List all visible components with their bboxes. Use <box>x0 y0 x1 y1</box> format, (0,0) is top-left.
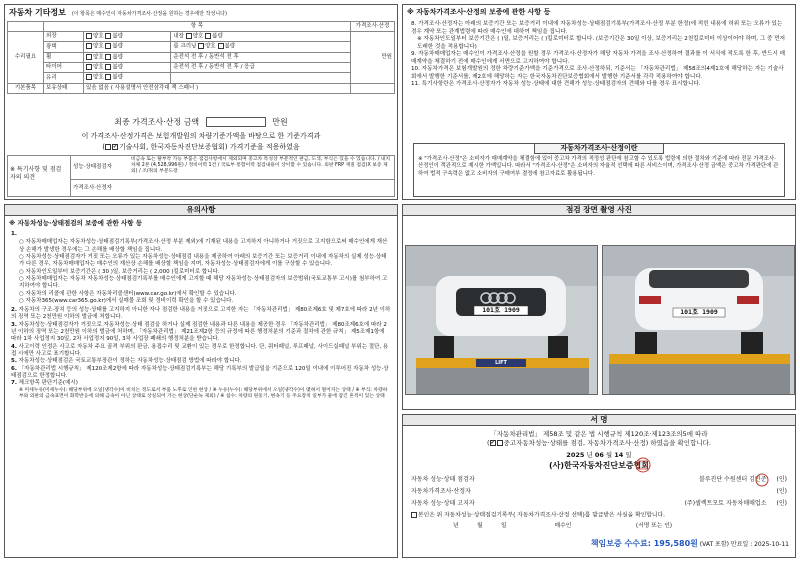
inspection-photo-front <box>405 245 598 395</box>
fee-label: 책임보증 수수료: 195,580원 <box>590 539 698 548</box>
checkbox-checked[interactable]: ✔ <box>490 440 495 446</box>
note-item: ○ 자동차의 리콜에 관한 사항은 자동차리콜센터(www.car.go.kr)에서 확인할 수 있습니다. <box>19 290 237 297</box>
org-seal-icon <box>635 457 651 473</box>
notes-list: 1. ○ 자동차매매업자는 자동차성능·상태점검기록부(가격조사·산정 부분 제외)에 기재된 내용을 고지하지 아니하거나 거짓으로 고지함으로써 매수인에게 재산상 손해가 발생한 경우에는 그 손해를 배상할 책임을 집니다. ○ 자동차성능·상태점검자가 거짓 또는 오류가 있는 자동차성능·상태점검 내용을 제공하여 아래의 보증기간 또는 보증거리 이내에 자동차의 실제 성능·상태가 다른 경우, 자동차매매업자는 매수인의 재산상 손해를 배상할 책임을 지며, 자동차성능·상태점검자에게 이를 구상할 수 있습니다. ○ 자동차인도일부터 보증기간은 ( 30 )일, 보증거리는 ( 2,000 )킬로미터로 합니다. ○ 자동차매매업자는 자동차 자동차성능·상태점검기록부를 매수인에게 고지할 때 해당 자동차성능·상태점검자의 보증범위(국토교통부 고시)를 첨부하여 고지하여야 합니다. ○ 자동차의 리콜에 관한 사항은 자동차리콜센터(www.car.go.kr)에서 확인할 수 있습니다. ○ 자동차365(www.car365.go.kr)에서 실매물 조회 및 정비이력 확인을 할 수 있습니다. 2. 자동차의 구조·장치 등의 성능·상태를 고지하지 아니한 자나 점검한 내용을 거짓으로 고지한 자는 「자동차관리법」 제80조제6호 및 제7호에 따라 2년 이하의 징역 또는 2천만원 이하의 벌금에 처합니다. 3. 자동차성능·상태점검자가 거짓으로 자동차성능·상태 점검을 하거나 실제 점검한 내용과 다른 내용을 제공한 경우 「자동차관리법」 제80조제6호에 따라 2년 이하의 징역 또는 2천만원 이하의 벌금에 처하며, 「자동차관리법」 제21조제2항 등의 규정에 따른 행정처분의 기준과 절차에 관한 규칙」 제5조제1항에 따라 1차 사업정지 30일, 2차 사업정지 90일, 3차 사업장 폐쇄의 행정처분을 받습니다. 4. 사고이력 인정은 사고로 자동차 주요 골격 부위의 판금, 용접수리 및 교환이 있는 경우로 한정합니다. 단, 쿼터패널, 루프패널, 사이드실패널 부위는 절단, 용접 시에만 사고로 표기합니다. 5. 자동차성능·상태점검은 국토교통부장관이 정하는 자동차성능·상태점검 방법에 따라야 합니다. 6. 「자동차관리법 시행규칙」 제120조제2항에 따라 자동차성능·상태점검기록부는 해당 기록부의 발급일을 기준으로 120일 이내에 이루어진 자동차 성능·상태점검으로 한정합니다. 7. 체크항목 판단기준(예시) ※ 미세누유(미세누수): 해당부위에 오일(냉각수)이 비치는 정도로서 부품 노후로 인한 현상 / ※ 누유(누수): 해당부위에서 오일(냉각수)이 맺혀서 떨어지는 상태 / ※ 부식: 차량하부와 외판의 금속표면이 화학반응에 의해 금속이 아닌 상태로 상실되어 가는 현상(단순녹 제외) / ※ 침수: 차량의 원동기, 변속기 등 주요장치 일부가 물에 잠긴 흔적이 있는 상태 <box>11 231 391 399</box>
photo-header: 점검 장면 촬영 사진 <box>403 205 795 216</box>
signature-law-2: 중고자동차성능·상태를 점검, 자동차가격조사·산정) 하였음을 확인합니다. <box>503 439 711 447</box>
note-item: 자동차성능·상태점검자가 거짓으로 자동차성능·상태 점검을 하거나 실제 점검한 내용과 다른 내용을 제공한 경우 「자동차관리법」 제80조제6호에 따라 2년 이하의 징역 또는 2천만원 이하의 벌금에 처하며, 「자동차관리법」 제21조제2항 등의 규정에 따른 행정처분의 기준과 절차에 관한 규칙」 제5조제1항에 따라 1차 사업정지 30일, 2차 사업정지 90일, 3차 사업장 폐쇄의 행정처분을 받습니다. <box>11 321 387 343</box>
price-guarantee-section <box>402 4 796 200</box>
appraiser-opinion-label: 가격조사·산정자 <box>73 185 112 191</box>
repair-tire-positions: 운전석 전 후 / 동반석 전 후 / 응급 <box>171 63 351 73</box>
other-info-section: 자동차 기타정보 (이 항목은 매수인이 자동차가격조사·산정을 원하는 경우에만 작성니다) 항 목 가격조사·산정 수리필요 외장 양호 불량 내장 양호 불량 만원 광택 양호 불량 룸 크리닝 양호 불량 휠 양호 불량 운전석 전 후 / 동반석 전 후 타이어 양호 불량 운전석 전 후 / 동반석 전 후 / 응급 유리 양호 불량 기본품목 보유상태 있음 없음 ( 사용설명서 안전삼각대 잭 스패너 ) 최종 가격조사·산정 금액 만원 이 가격조사·산정가격은 보험개발원의 차량기준가액을 바탕으로 한 기준가격과 ( ✔ 기술사회, 한국자동차진단보증협회) 가격기준을 적용하였음 ※ 특기사항 및 점검자의 의견 성능·상태점검자 비금속 또는 탈부착 가능 부품은 점검사항에서 제외되며 중고차 특성상 부분적인 판금, 도색, 부식은 있을 수 있습니다. / 내치 차체 2본 (4,528,996원) / 정비이력 1건 / 국토부 통합이력 점검내용이 상이할 수 있습니다. 외판 FRP 재질 점검(X 보증 제외) / 조/취의 부분도장 가격조사·산정자 <box>4 4 398 200</box>
note-item: 체크항목 판단기준(예시) <box>18 380 78 387</box>
checkbox[interactable] <box>105 74 111 80</box>
repair-label: 수리필요 <box>8 31 44 83</box>
price-definition-title: 자동차가격조사·산정이란 <box>534 143 664 154</box>
guarantee-item: 9. 자동차매매업자는 매수인이 가격조사·산정을 원할 경우 가격조사·산정자가 해당 자동차 가격을 조사·산정하여 결과를 이 서식에 적도록 한 후, 반드시 매매계약을 체결하기 전에 매수인에게 서면으로 고지하여야 합니다. <box>411 51 786 65</box>
guarantee-item: 10. 자동차가격은 보험개발원의 정한 차량기준가액을 기준가격으로 조사·산정하되, 기준서는 「자동차관리법」 제58조의4제1호에 해당하는 자는 기술사회에서 발행한 기준서를, 제2호에 해당하는 자는 한국자동차진단보증협회에서 발행한 기준서를 각각 적용하여야 합니다. <box>411 66 784 80</box>
plate-number-front: 101호 1909 <box>482 306 520 314</box>
basic-items-sub: 보유상태 <box>44 83 84 93</box>
inspector-opinion-text: 비금속 또는 탈부착 가능 부품은 점검사항에서 제외되며 중고차 특성상 부분적인 판금, 도색, 부식은 있을 수 있습니다. / 내치 차체 2본 (4,528,996원) / 정비이력 1건 / 국토부 통합이력 점검내용이 상이할 수 있습니다. 외판 FRP 재질 점검(X 보증 제외) / 조/취의 부분도장 <box>131 157 391 175</box>
sign-row-notifier: 자동차 성능·상태 고지자 (주)셀렉트모토 자동차매매업소 (인) <box>411 500 787 507</box>
price-unit: 만원 <box>351 31 395 83</box>
notes-subheader: ※ 자동차성능·상태점검의 보증에 관한 사항 등 <box>9 219 143 227</box>
sign-row-appraiser: 자동차가격조사·산정자 (인) <box>411 488 787 495</box>
lift-label-front: LIFT <box>495 360 507 366</box>
plate-number-rear: 101호 1909 <box>680 308 718 316</box>
checkbox[interactable] <box>497 440 503 446</box>
checkbox[interactable] <box>411 512 417 518</box>
checkbox[interactable] <box>105 43 111 49</box>
signature-law: 「자동차관리법」 제58조 및 같은 법 시행규칙 제120조·제123조의5에 따라 <box>490 430 708 438</box>
repair-item-exterior: 외장 <box>44 31 84 41</box>
criteria-options: 기술사회, 한국자동차진단보증협회) 가격기준을 적용하였음 <box>119 143 300 151</box>
sign-day: 14 <box>614 451 624 459</box>
sign-date-labels: 년 월 일 매수인 (서명 또는 인) <box>453 523 673 529</box>
price-guarantee-header: ※ 자동차가격조사·산정의 보증에 관한 사항 등 <box>407 8 551 16</box>
sign-organization: (사)한국자동차진단보증협회 <box>548 461 650 470</box>
note-item: ○ 자동차매매업자는 자동차성능·상태점검기록부(가격조사·산정 부분 제외)에 기재된 내용을 고지하지 아니하거나 거짓으로 고지함으로써 매수인에게 재산상 손해가 발생한 경우에는 그 손해를 배상할 책임을 집니다. <box>19 239 388 253</box>
signature-section: 서 명 「자동차관리법」 제58조 및 같은 법 시행규칙 제120조·제123조의5에 따라 (✔ 중고자동차성능·상태를 점검, 자동차가격조사·산정) 하였음을 확인합니다. 2025 년 06 월 14 일 (사)한국자동차진단보증협회 자동차 성능·상태 점검자 블루진단 수원센터 김민준 (인) 자동차가격조사·산정자 (인) 자동차 성능·상태 고지자 (주)셀렉트모토 자동차매매업소 (인) 본인은 위 자동차성능·상태점검기록부( 자동차가격조사·산정 선택)를 발급받은 사실을 확인합니다. 년 월 일 매수인 (서명 또는 인) 책임보증 수수료: 195,580원 (VAT 포함) 만료일 : 2025-10-11 <box>402 414 796 558</box>
checkbox[interactable] <box>86 74 92 80</box>
fee-suffix: (VAT 포함) 만료일 : 2025-10-11 <box>699 541 789 548</box>
final-price-label: 최종 가격조사·산정 금액 <box>114 117 200 127</box>
note-item: ○ 자동차인도일부터 보증기간은 ( 30 )일, 보증거리는 ( 2,000 )킬로미터로 합니다. <box>19 268 220 275</box>
repair-table: 항 목 가격조사·산정 수리필요 외장 양호 불량 내장 양호 불량 만원 광택 양호 불량 룸 크리닝 양호 불량 휠 양호 불량 운전석 전 후 / 동반석 전 후 타이어 양호 불량 운전석 전 후 / 동반석 전 후 / 응급 유리 양호 불량 기본품목 보유상태 있음 없음 ( 사용설명서 안전삼각대 잭 스패너 ) <box>7 21 395 94</box>
car-front-image <box>406 246 598 395</box>
checkbox[interactable] <box>205 33 211 39</box>
sign-year: 2025 <box>566 451 585 459</box>
sign-receive-text: 본인은 위 자동차성능·상태점검기록부( 자동차가격조사·산정 선택)를 발급받은 사실을 확인합니다. <box>418 512 665 519</box>
note-item: 「자동차관리법 시행규칙」 제120조제2항에 따라 자동차성능·상태점검기록부는 해당 기록부의 발급일을 기준으로 120일 이내에 이루어진 자동차 성능·상태점검으로 한정합니다. <box>11 365 389 379</box>
checkbox[interactable] <box>105 64 111 70</box>
price-definition-box <box>413 143 785 197</box>
checkbox[interactable] <box>105 54 111 60</box>
repair-item-gloss: 광택 <box>44 42 84 52</box>
checkbox[interactable] <box>86 43 92 49</box>
repair-wheel-positions: 운전석 전 후 / 동반석 전 후 <box>171 52 351 62</box>
checkbox-checked[interactable]: ✔ <box>113 144 118 150</box>
notes-header: 유의사항 <box>5 205 397 216</box>
inspector-opinion-label: 성능·상태점검자 <box>73 164 112 170</box>
guarantee-item: 8. 가격조사·산정자는 아래의 보증기간 또는 보증거리 이내에 자동차성능·상태점검기록부(가격조사·산정 부분 한정)에 적힌 내용에 허위 또는 오류가 있는 경우 계약 또는 관계법령에 따라 매수인에 대하여 책임을 집니다. <box>411 21 783 35</box>
price-definition-text: ※ "가격조사·산정"은 소비자가 매매계약을 체결함에 있어 중고차 가격의 적정성 판단에 참고할 수 있도록 법령에 의한 절차와 기준에 따라 전문 가격조사·산정인이 객관적으로 제시한 가액입니다. 따라서 "가격조사·산정"은 소비자의 자율적 선택에 따른 서비스이며, 가격조사·산정 금액은 중고차 가격판단에 관하여 법적 구속력은 없고 소비자의 구매여부 결정에 참고자료로 활용됩니다. <box>418 156 779 177</box>
checkbox[interactable] <box>198 43 204 49</box>
checkbox[interactable] <box>86 54 92 60</box>
criteria-examples: ※ 미세누유(미세누수): 해당부위에 오일(냉각수)이 비치는 정도로서 부품 노후로 인한 현상 / ※ 누유(누수): 해당부위에서 오일(냉각수)이 맺혀서 떨어지는 상태 / ※ 부식: 차량하부와 외판의 금속표면이 화학반응에 의해 금속이 아닌 상태로 상실되어 가는 현상(단순녹 제외) / ※ 침수: 차량의 원동기, 변속기 등 주요장치 일부가 물에 잠긴 흔적이 있는 상태 <box>19 387 388 399</box>
checkbox[interactable] <box>86 64 92 70</box>
other-info-note: (이 항목은 매수인이 자동차가격조사·산정을 원하는 경우에만 작성니다) <box>71 11 227 17</box>
checkbox[interactable] <box>105 144 111 150</box>
sign-month: 06 <box>594 451 604 459</box>
photo-section <box>402 204 796 410</box>
other-info-title: 자동차 기타정보 <box>9 8 66 17</box>
price-col-header: 가격조사·산정 <box>351 22 395 32</box>
signature-header: 서 명 <box>403 415 795 426</box>
guarantee-item: ※ 자동차인도일부터 보증기간은 ( )일, 보증거리는 ( )킬로미터로 합니다. (보증기간은 30일 이상, 보증거리는 2천킬로미터 이상이어야 하며, 그 중 먼저 도래한 것을 적용합니다) <box>417 36 785 50</box>
criteria-text: 이 가격조사·산정가격은 보험개발원의 차량기준가액을 바탕으로 한 기준가격과 <box>81 132 321 140</box>
checkbox[interactable] <box>86 33 92 39</box>
final-price-unit: 만원 <box>272 117 288 127</box>
checkbox[interactable] <box>105 33 111 39</box>
note-item: ○ 자동차365(www.car365.go.kr)에서 실매물 조회 및 정비이력 확인을 할 수 있습니다. <box>19 297 234 304</box>
guarantee-item: 11. 특기사항란은 가격조사·산정자가 자동차 성능·상태에 대한 견해가 성능·상태점검자의 견해와 다를 경우 표시합니다. <box>411 81 701 88</box>
inspection-photo-rear <box>602 245 795 395</box>
items-col-header: 항 목 <box>44 22 351 32</box>
basic-items-label: 기본품목 <box>8 83 44 93</box>
sign-row-inspector: 자동차 성능·상태 점검자 블루진단 수원센터 김민준 (인) <box>411 476 787 483</box>
special-notes-label: ※ 특기사항 및 점검자의 의견 <box>10 166 62 181</box>
repair-item-wheel: 휠 <box>44 52 84 62</box>
note-item: 자동차성능·상태점검은 국토교통부장관이 정하는 자동차성능·상태점검 방법에 따라야 합니다. <box>18 358 242 365</box>
note-item: ○ 자동차매매업자는 자동차 자동차성능·상태점검기록부를 매수인에게 고지할 때 해당 자동차성능·상태점검자의 보증범위(국토교통부 고시)를 첨부하여 고지하여야 합니다. <box>19 275 388 290</box>
basic-items-opts: 있음 없음 ( 사용설명서 안전삼각대 잭 스패너 ) <box>84 83 351 93</box>
note-item: 자동차의 구조·장치 등의 성능·상태를 고지하지 아니한 자나 점검한 내용을 거짓으로 고지한 자는 「자동차관리법」 제80조제6호 및 제7호에 따라 2년 이하의 징역 또는 2천만원 이하의 벌금에 처합니다. <box>11 307 391 321</box>
notes-section <box>4 204 398 558</box>
note-item: 사고이력 인정은 사고로 자동차 주요 골격 부위의 판금, 용접수리 및 교환이 있는 경우로 한정합니다. 단, 쿼터패널, 루프패널, 사이드실패널 부위는 절단, 용접 시에만 사고로 표기합니다. <box>11 343 389 357</box>
note-item: ○ 자동차성능·상태점검자가 거짓 또는 오류가 있는 자동차성능·상태점검 내용을 제공하여 아래의 보증기간 또는 보증거리 이내에 자동차의 실제 성능·상태가 다른 경우, 자동차매매업자는 매수인의 재산상 손해를 배상할 책임을 지며, 자동차성능·상태점검자에게 이를 구상할 수 있습니다. <box>19 253 387 268</box>
car-rear-image <box>603 246 795 395</box>
repair-item-tire: 타이어 <box>44 63 84 73</box>
final-price-input[interactable] <box>206 117 266 127</box>
checkbox[interactable] <box>186 33 192 39</box>
checkbox[interactable] <box>218 43 224 49</box>
inspector-seal-icon <box>755 473 769 487</box>
repair-item-glass: 유리 <box>44 73 84 83</box>
